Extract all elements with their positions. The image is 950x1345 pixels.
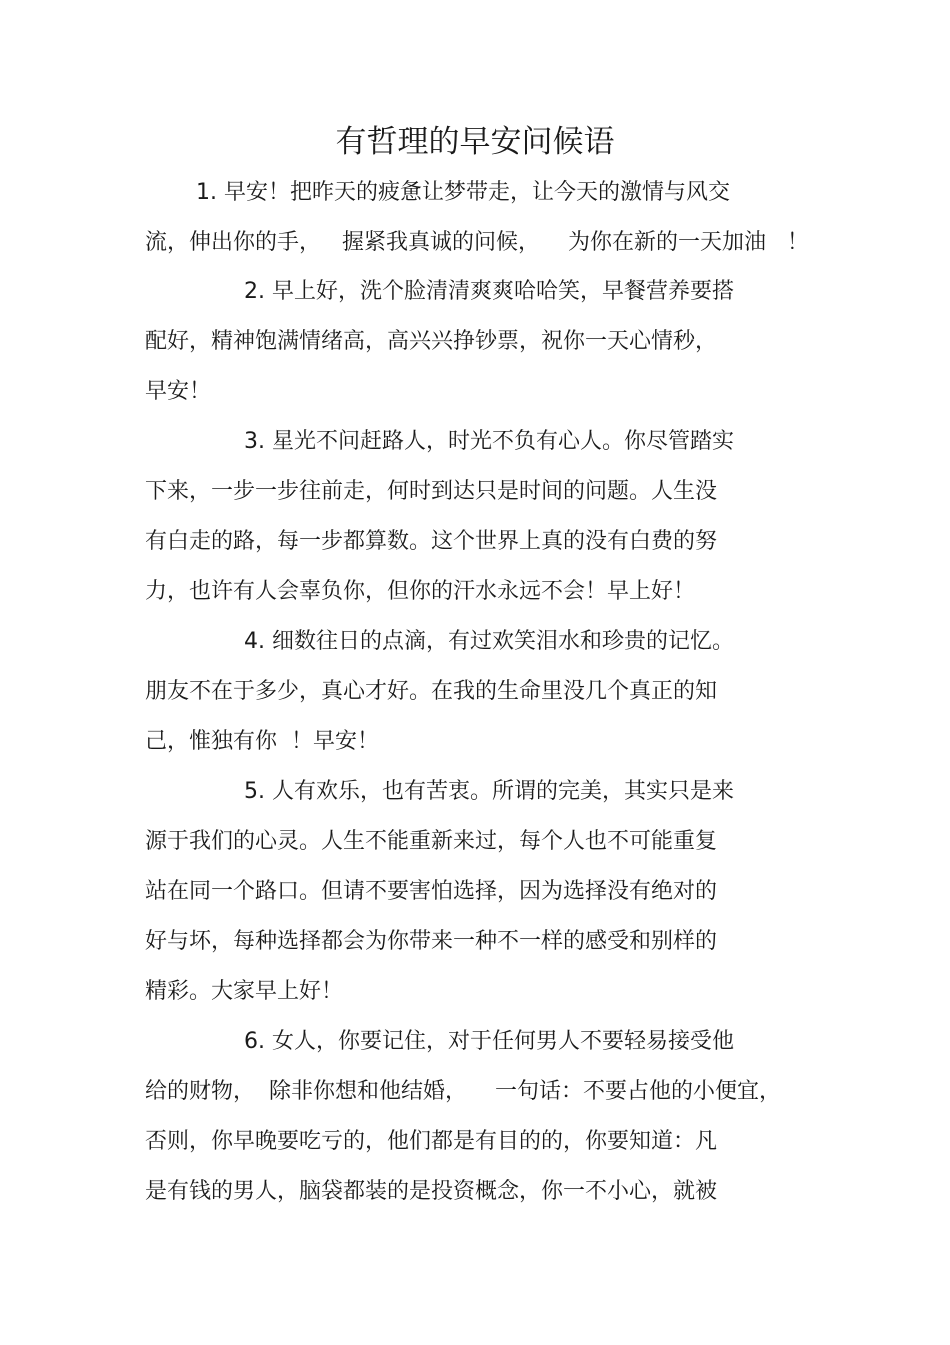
paragraph-line: 流，伸出你的手， 握紧我真诚的问候， 为你在新的一天加油 ！ [145,230,809,255]
paragraph-line: 朋友不在于多少，真心才好。在我的生命里没几个真正的知 [145,679,718,704]
paragraph-line: 站在同一个路口。但请不要害怕选择，因为选择没有绝对的 [145,879,718,904]
page-title: 有哲理的早安问候语 [335,124,615,160]
paragraph-line: 5. 人有欢乐，也有苦衷。所谓的完美，其实只是来 [244,779,734,804]
paragraph-line: 己，惟独有你 ！早安！ [145,729,379,754]
paragraph-line: 是有钱的男人，脑袋都装的是投资概念，你一不小心，就被 [145,1179,718,1204]
paragraph-line: 有白走的路，每一步都算数。这个世界上真的没有白费的努 [145,529,718,554]
paragraph-line: 好与坏，每种选择都会为你带来一种不一样的感受和别样的 [145,929,718,954]
paragraph-line: 3. 星光不问赶路人，时光不负有心人。你尽管踏实 [244,429,734,454]
paragraph-line: 源于我们的心灵。人生不能重新来过，每个人也不可能重复 [145,829,718,854]
paragraph-line: 否则，你早晚要吃亏的，他们都是有目的的，你要知道：凡 [145,1129,718,1154]
paragraph-line: 4. 细数往日的点滴，有过欢笑泪水和珍贵的记忆。 [244,629,734,654]
paragraph-line: 1. 早安！把昨天的疲惫让梦带走，让今天的激情与风交 [196,180,730,205]
paragraph-line: 配好，精神饱满情绪高，高兴兴挣钞票，祝你一天心情秒， [145,329,718,354]
paragraph-line: 早安！ [145,379,212,404]
paragraph-line: 力，也许有人会辜负你，但你的汗水永远不会！早上好！ [145,579,696,604]
paragraph-line: 给的财物， 除非你想和他结婚， 一句话：不要占他的小便宜， [145,1079,781,1104]
paragraph-line: 2. 早上好，洗个脸清清爽爽哈哈笑，早餐营养要搭 [244,279,734,304]
paragraph-line: 下来，一步一步往前走，何时到达只是时间的问题。人生没 [145,479,718,504]
paragraph-line: 精彩。大家早上好！ [145,979,344,1004]
paragraph-line: 6. 女人，你要记住，对于任何男人不要轻易接受他 [244,1029,734,1054]
